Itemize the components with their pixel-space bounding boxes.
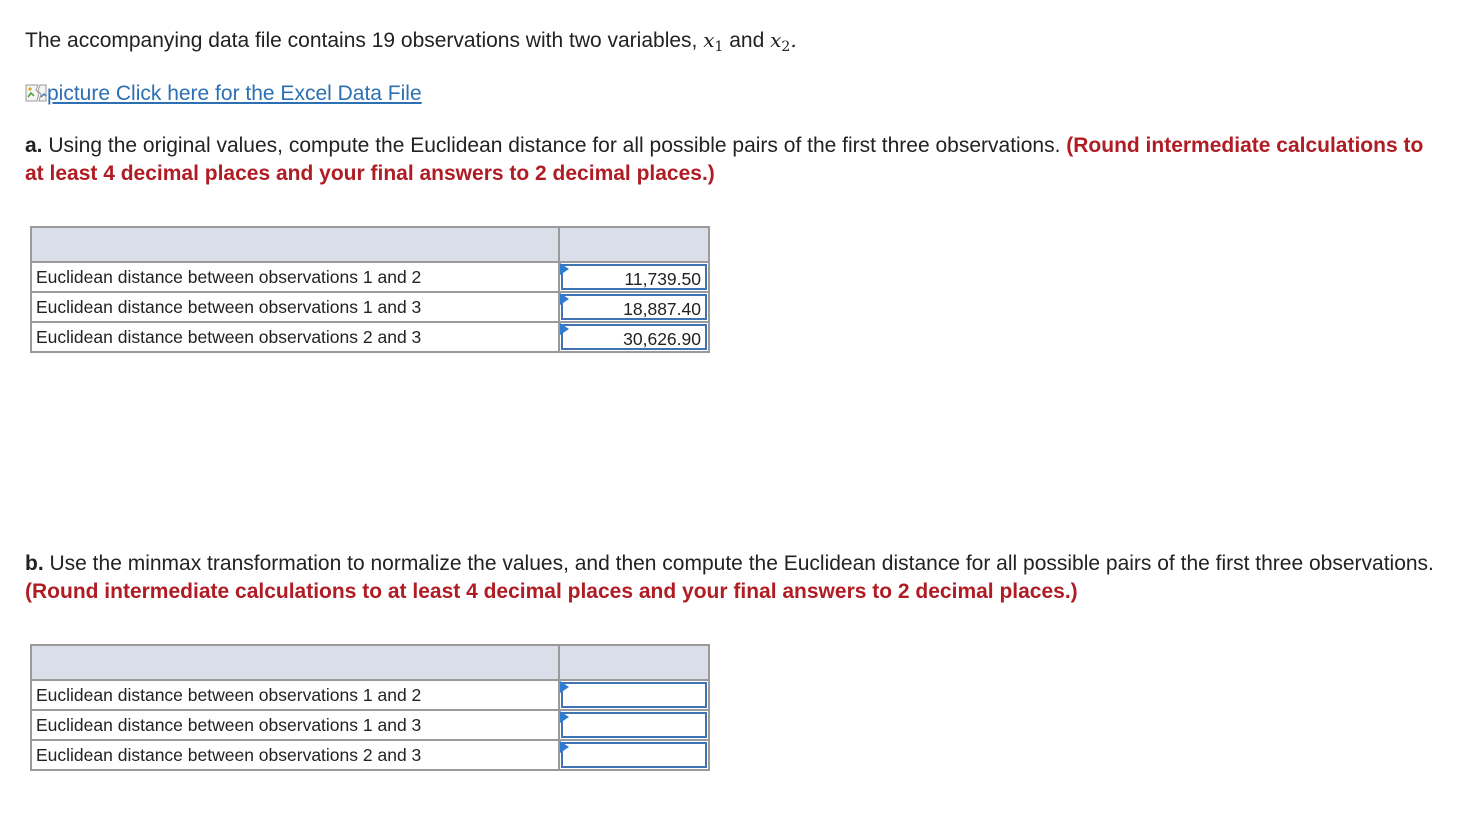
answer-input[interactable]: 11,739.50 <box>561 264 707 290</box>
row-label: Euclidean distance between observations 1 and 3 <box>31 292 559 322</box>
answer-flag-icon <box>560 293 569 305</box>
part-a-rounding-note: (Round intermediate calculations to at least 4 decimal places and your final answers to 2 decimal places.) <box>25 134 1424 185</box>
part-b-answer-table <box>30 644 710 771</box>
answer-flag-icon <box>560 711 569 723</box>
variable-x1-subscript: 1 <box>714 39 724 55</box>
header-label-cell <box>31 645 559 680</box>
row-label: Euclidean distance between observations 2 and 3 <box>31 322 559 352</box>
answer-flag-icon <box>560 741 569 753</box>
variable-x1 <box>703 28 724 55</box>
part-a-question <box>25 132 1435 188</box>
part-b-question <box>25 550 1435 606</box>
answer-input[interactable] <box>561 712 707 738</box>
variable-x1-symbol: x <box>703 28 715 52</box>
table-row <box>31 262 709 292</box>
answer-cell <box>559 740 709 770</box>
row-label: Euclidean distance between observations 1 and 3 <box>31 710 559 740</box>
header-value-cell <box>559 227 709 262</box>
table-row <box>31 710 709 740</box>
answer-input[interactable] <box>561 742 707 768</box>
header-value-cell <box>559 645 709 680</box>
variable-x2-symbol: x <box>770 28 782 52</box>
excel-data-link-row <box>25 80 422 108</box>
table-row <box>31 680 709 710</box>
header-label-cell <box>31 227 559 262</box>
answer-cell <box>559 322 709 352</box>
answer-flag-icon <box>560 263 569 275</box>
answer-flag-icon <box>560 323 569 335</box>
part-b-prompt: Use the minmax transformation to normalize the values, and then compute the Euclidean distance for all possible pairs of the first three observations. <box>43 552 1434 575</box>
variable-x2 <box>770 28 791 55</box>
intro-and: and <box>723 29 771 52</box>
excel-data-link[interactable] <box>25 82 422 105</box>
table-row <box>31 322 709 352</box>
answer-input[interactable]: 18,887.40 <box>561 294 707 320</box>
answer-input[interactable]: 30,626.90 <box>561 324 707 350</box>
intro-period: . <box>790 28 797 52</box>
part-b-letter: b. <box>25 552 44 575</box>
table-header-row <box>31 645 709 680</box>
variable-x2-subscript: 2 <box>781 39 791 55</box>
excel-data-link-label: Click here for the Excel Data File <box>110 82 422 105</box>
part-b-rounding-note: (Round intermediate calculations to at least 4 decimal places and your final answers to 2 decimal places.) <box>25 580 1078 603</box>
image-alt-text: picture <box>47 82 111 105</box>
table-header-row <box>31 227 709 262</box>
part-a-prompt: Using the original values, compute the Euclidean distance for all possible pairs of the first three observations. <box>42 134 1067 157</box>
answer-cell <box>559 262 709 292</box>
answer-cell <box>559 292 709 322</box>
answer-input[interactable] <box>561 682 707 708</box>
answer-cell <box>559 710 709 740</box>
part-a-letter: a. <box>25 134 43 157</box>
broken-image-icon <box>25 84 47 102</box>
row-label: Euclidean distance between observations 1 and 2 <box>31 262 559 292</box>
table-row <box>31 292 709 322</box>
intro-sentence: The accompanying data file contains 19 observations with two variables, <box>25 29 704 52</box>
row-label: Euclidean distance between observations 2 and 3 <box>31 740 559 770</box>
row-label: Euclidean distance between observations 1 and 2 <box>31 680 559 710</box>
table-row <box>31 740 709 770</box>
answer-cell <box>559 680 709 710</box>
answer-flag-icon <box>560 681 569 693</box>
intro-text <box>25 26 797 55</box>
part-a-answer-table <box>30 226 710 353</box>
